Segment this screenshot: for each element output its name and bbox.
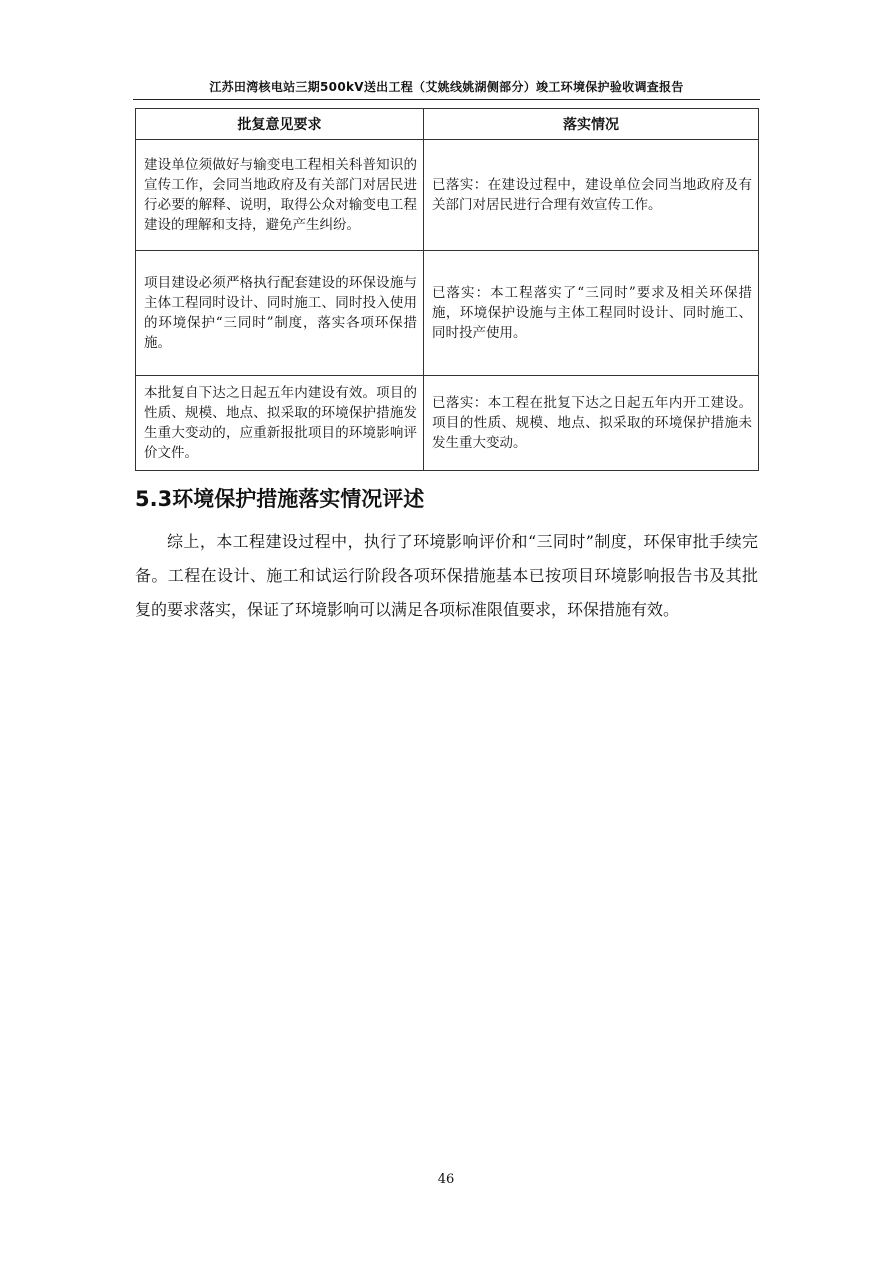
table-row (136, 140, 759, 251)
column-header-requirement: 批复意见要求 (136, 109, 424, 140)
requirement-cell: 项目建设必须严格执行配套建设的环保设施与主体工程同时设计、同时施工、同时投入使用的环境保护“三同时”制度，落实各项环保措施。 (136, 251, 424, 376)
requirement-cell: 本批复自下达之日起五年内建设有效。项目的性质、规模、地点、拟采取的环境保护措施发生重大变动的，应重新报批项目的环境影响评价文件。 (136, 376, 424, 471)
status-cell: 已落实：本工程在批复下达之日起五年内开工建设。项目的性质、规模、地点、拟采取的环境保护措施未发生重大变动。 (424, 376, 759, 471)
requirement-cell: 建设单位须做好与输变电工程相关科普知识的宣传工作，会同当地政府及有关部门对居民进行必要的解释、说明，取得公众对输变电工程建设的理解和支持，避免产生纠纷。 (136, 140, 424, 251)
status-cell: 已落实：在建设过程中，建设单位会同当地政府及有关部门对居民进行合理有效宣传工作。 (424, 140, 759, 251)
table-header-row (136, 109, 759, 140)
table-row (136, 251, 759, 376)
page-number: 46 (437, 1172, 455, 1187)
section-heading: 5.3环境保护措施落实情况评述 (135, 487, 425, 511)
status-cell: 已落实：本工程落实了“三同时”要求及相关环保措施，环境保护设施与主体工程同时设计、同时施工、同时投产使用。 (424, 251, 759, 376)
approval-implementation-table (135, 108, 759, 471)
page-header-title: 江苏田湾核电站三期500kV送出工程（艾姚线姚湖侧部分）竣工环境保护验收调查报告 (209, 80, 684, 94)
column-header-status: 落实情况 (424, 109, 759, 140)
table-row (136, 376, 759, 471)
header-divider (133, 99, 760, 100)
section-body-paragraph: 综上，本工程建设过程中，执行了环境影响评价和“三同时”制度，环保审批手续完备。工程在设计、施工和试运行阶段各项环保措施基本已按项目环境影响报告书及其批复的要求落实，保证了环境影响可以满足各项标准限值要求，环保措施有效。 (135, 532, 758, 619)
